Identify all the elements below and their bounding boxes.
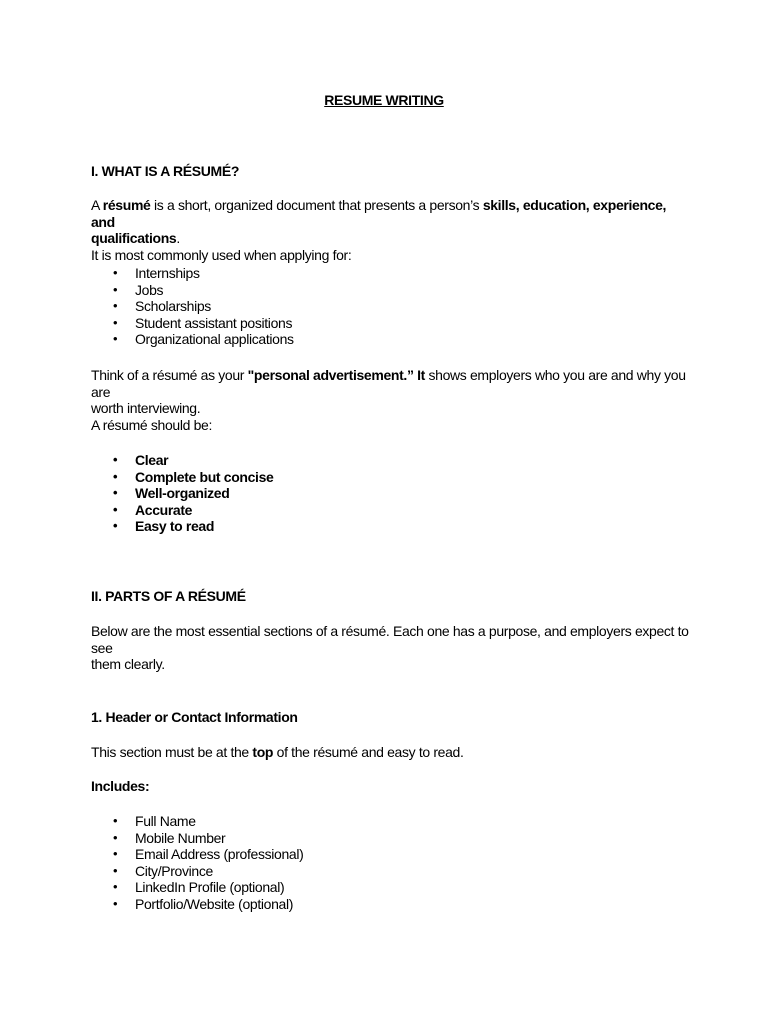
desc-text: of the résumé and easy to read. <box>273 744 464 760</box>
bullet-icon: • <box>113 314 118 330</box>
list-item-label: Full Name <box>135 813 196 829</box>
section-1-heading: I. WHAT IS A RÉSUMÉ? <box>91 163 240 179</box>
list-item <box>91 282 294 299</box>
list-item-label: Internships <box>135 265 200 281</box>
list-item-label: Organizational applications <box>135 331 294 348</box>
bullet-icon: • <box>113 265 118 280</box>
list-item <box>91 265 294 282</box>
intro-text: is a short, organized document that presents a person’s <box>150 197 483 213</box>
bullet-icon: • <box>113 452 118 467</box>
think-bold: "personal advertisement.” It <box>247 367 425 383</box>
list-item-label: Easy to read <box>135 518 215 535</box>
list-item <box>91 879 303 896</box>
part-1-heading: 1. Header or Contact Information <box>91 709 298 725</box>
bullet-icon: • <box>113 298 118 314</box>
think-text: shows employers who you are and why you are <box>91 367 686 400</box>
intro-bold-resume: résumé <box>102 197 151 213</box>
section-1-intro <box>91 197 691 263</box>
document-title: RESUME WRITING <box>324 92 444 108</box>
intro-text: A <box>91 197 103 213</box>
uses-list <box>91 265 294 348</box>
list-item <box>91 518 273 535</box>
list-item-label: Accurate <box>135 501 193 518</box>
list-item-label: Complete but concise <box>135 468 274 485</box>
bullet-icon: • <box>113 468 118 484</box>
think-text-line2: worth interviewing. <box>91 400 201 417</box>
list-item <box>91 298 294 315</box>
section-2-intro-line1: Below are the most essential sections of a résumé. Each one has a purpose, and employers expect to see <box>91 623 689 656</box>
list-item-label: Jobs <box>135 281 164 298</box>
list-item <box>91 846 303 863</box>
personal-advertisement-paragraph <box>91 367 691 417</box>
list-item-label: Well-organized <box>135 485 230 502</box>
section-2-intro-line2: them clearly. <box>91 656 165 673</box>
bullet-icon: • <box>113 895 118 911</box>
intro-bold-skills: skills, education, experience, and <box>91 197 667 230</box>
bullet-icon: • <box>113 879 118 895</box>
intro-bold-qualifications: qualifications <box>91 230 177 247</box>
think-text: Think of a résumé as your <box>91 367 248 383</box>
bullet-icon: • <box>113 829 118 845</box>
bullet-icon: • <box>113 846 118 862</box>
section-2-heading: II. PARTS OF A RÉSUMÉ <box>91 588 246 604</box>
list-item-label: Clear <box>135 452 169 468</box>
part-1-description <box>91 744 691 761</box>
bullet-icon: • <box>113 501 118 517</box>
bullet-icon: • <box>113 331 118 347</box>
list-item <box>91 485 273 502</box>
list-item-label: Student assistant positions <box>135 314 293 331</box>
list-item <box>91 315 294 332</box>
list-item <box>91 452 273 469</box>
bullet-icon: • <box>113 281 118 297</box>
desc-bold-top: top <box>252 744 274 760</box>
list-item <box>91 502 273 519</box>
list-item-label: Portfolio/Website (optional) <box>135 895 294 912</box>
list-item <box>91 830 303 847</box>
list-item-label: City/Province <box>135 862 213 879</box>
should-be-text: A résumé should be: <box>91 417 212 433</box>
intro-text: . <box>176 230 180 247</box>
section-2-intro <box>91 623 711 673</box>
bullet-icon: • <box>113 518 118 534</box>
contact-info-list <box>91 813 303 913</box>
list-item <box>91 896 303 913</box>
list-item-label: Email Address (professional) <box>135 846 304 863</box>
list-item <box>91 863 303 880</box>
used-for-text: It is most commonly used when applying for: <box>91 246 352 263</box>
bullet-icon: • <box>113 862 118 878</box>
list-item-label: Mobile Number <box>135 829 226 846</box>
desc-text: This section must be at the <box>91 744 253 760</box>
list-item-label: LinkedIn Profile (optional) <box>135 879 285 896</box>
includes-label: Includes: <box>91 778 150 794</box>
bullet-icon: • <box>113 813 118 828</box>
qualities-list <box>91 452 273 535</box>
bullet-icon: • <box>113 485 118 501</box>
list-item <box>91 469 273 486</box>
list-item-label: Scholarships <box>135 298 211 315</box>
list-item <box>91 331 294 348</box>
list-item <box>91 813 303 830</box>
